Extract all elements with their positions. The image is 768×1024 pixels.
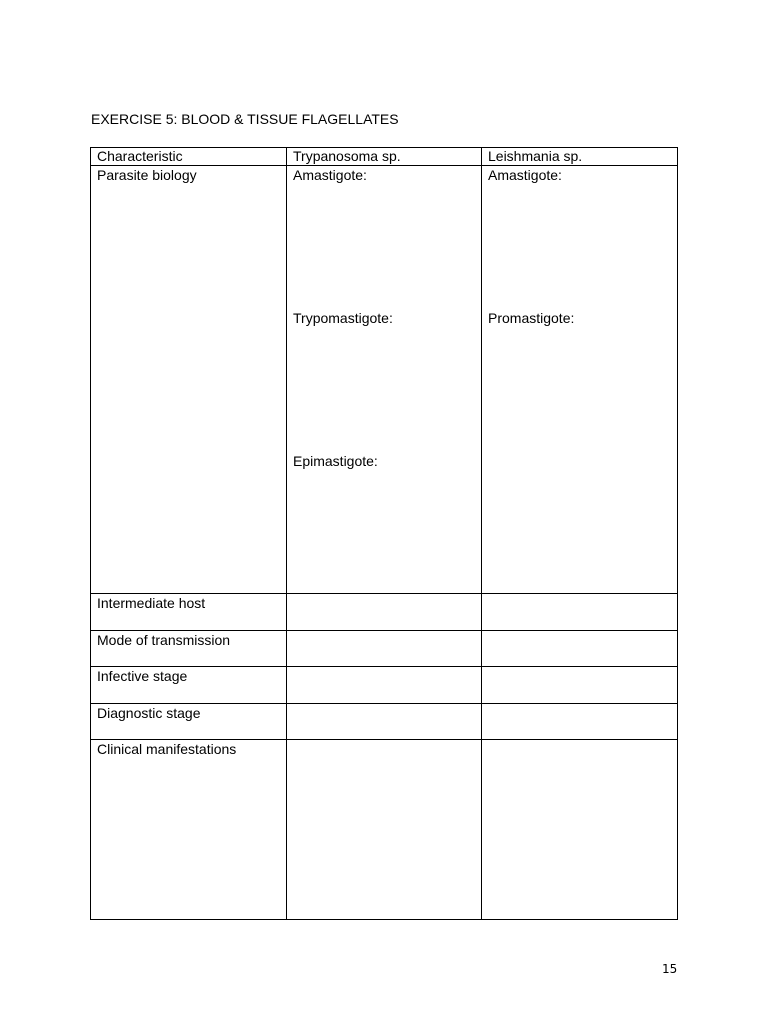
row-label-clinical-manifestations: Clinical manifestations xyxy=(97,741,237,757)
trypanosoma-amastigote-label: Amastigote: xyxy=(293,167,367,183)
table-border-bottom xyxy=(90,919,678,920)
table-border-right xyxy=(677,147,678,920)
column-divider xyxy=(481,147,482,920)
row-divider xyxy=(90,593,678,594)
row-divider xyxy=(90,666,678,667)
header-trypanosoma: Trypanosoma sp. xyxy=(293,148,401,164)
exercise-title: EXERCISE 5: BLOOD & TISSUE FLAGELLATES xyxy=(91,111,399,127)
row-label-intermediate-host: Intermediate host xyxy=(97,595,206,611)
header-characteristic: Characteristic xyxy=(97,148,183,164)
worksheet-table xyxy=(90,147,678,920)
row-label-parasite-biology: Parasite biology xyxy=(97,167,197,183)
header-leishmania: Leishmania sp. xyxy=(488,148,583,164)
table-border-left xyxy=(90,147,91,920)
leishmania-promastigote-label: Promastigote: xyxy=(488,310,575,326)
row-divider xyxy=(90,703,678,704)
column-divider xyxy=(286,147,287,920)
leishmania-amastigote-label: Amastigote: xyxy=(488,167,562,183)
trypanosoma-epimastigote-label: Epimastigote: xyxy=(293,453,378,469)
row-label-diagnostic-stage: Diagnostic stage xyxy=(97,705,201,721)
page-number: 15 xyxy=(662,962,678,976)
header-divider xyxy=(90,165,678,166)
row-label-mode-of-transmission: Mode of transmission xyxy=(97,632,231,648)
row-label-infective-stage: Infective stage xyxy=(97,668,188,684)
row-divider xyxy=(90,739,678,740)
row-divider xyxy=(90,630,678,631)
trypanosoma-trypomastigote-label: Trypomastigote: xyxy=(293,310,393,326)
